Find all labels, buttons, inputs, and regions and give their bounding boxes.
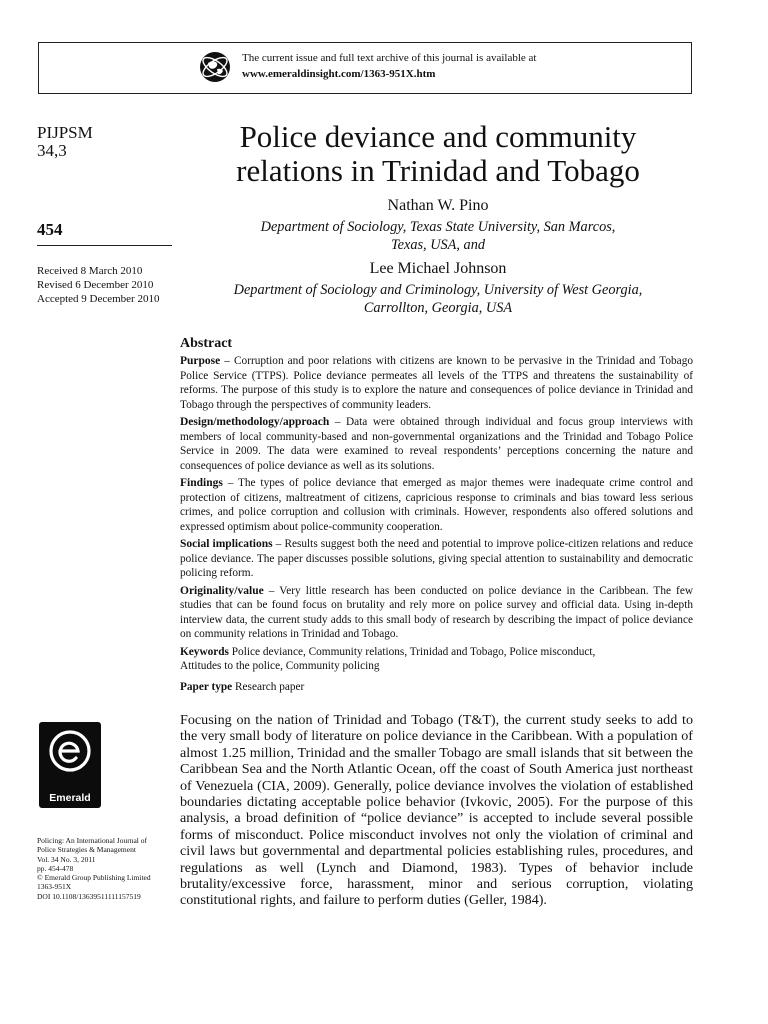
findings-text: – The types of police deviance that emerged as major themes were inadequate crime control and protection of citizens, maltreatment of citizens, capricious response to criminals and bias toward less serious crimes, and police corruption and collusion with criminals. However, respondents also offered solutions and expressed optimism about police-community cooperation. — [180, 477, 693, 533]
journal-abbreviation: PIJPSM — [37, 123, 93, 142]
pub-info-line: DOI 10.1108/13639511111157519 — [37, 891, 141, 901]
affiliation-1-line-2: Texas, USA, and — [391, 237, 485, 253]
affiliation-2-line-1: Department of Sociology and Criminology, University of West Georgia, — [233, 282, 643, 298]
paper-type-label: Paper type — [180, 680, 233, 693]
findings-label: Findings — [180, 477, 223, 489]
affiliation-2 — [176, 281, 700, 317]
abstract-paper-type — [180, 680, 693, 695]
article-title — [176, 120, 700, 188]
design-label: Design/methodology/approach — [180, 416, 330, 428]
volume-issue: 34,3 — [37, 141, 67, 160]
emerald-logo — [39, 722, 101, 808]
affiliation-1 — [176, 218, 700, 254]
emerald-logo-icon — [46, 727, 94, 775]
banner-url-link[interactable]: www.emeraldinsight.com/1363-951X.htm — [242, 68, 436, 80]
abstract-section — [180, 336, 693, 694]
journal-archive-banner — [38, 42, 692, 94]
keywords-line-2: Attitudes to the police, Community policing — [180, 660, 380, 672]
pub-info-line: Vol. 34 No. 3, 2011 — [37, 854, 96, 864]
abstract-social-implications — [180, 537, 693, 581]
banner-availability-text: The current issue and full text archive of this journal is available at — [242, 52, 537, 64]
paper-type-text: Research paper — [232, 680, 305, 693]
author-1: Nathan W. Pino — [387, 197, 489, 214]
article-history — [37, 264, 159, 306]
purpose-label: Purpose — [180, 355, 221, 367]
page-number: 454 — [37, 220, 63, 239]
abstract-originality — [180, 584, 693, 642]
globe-icon — [199, 51, 231, 83]
keywords-label: Keywords — [180, 645, 229, 658]
abstract-design — [180, 415, 693, 473]
pub-info-line: Police Strategies & Management — [37, 845, 136, 855]
abstract-purpose — [180, 354, 693, 412]
affiliation-2-line-2: Carrollton, Georgia, USA — [363, 300, 513, 316]
abstract-keywords — [180, 645, 693, 674]
affiliation-1-line-1: Department of Sociology, Texas State University, San Marcos, — [260, 219, 616, 235]
publication-info — [37, 836, 177, 901]
social-label: Social implications — [180, 538, 273, 550]
title-line-1: Police deviance and community — [239, 119, 637, 154]
revised-date: Revised 6 December 2010 — [37, 279, 154, 291]
pub-info-line: Policing: An International Journal of — [37, 836, 147, 845]
originality-label: Originality/value — [180, 584, 264, 597]
pub-info-line: 1363-951X — [37, 882, 72, 892]
keywords-line-1: Police deviance, Community relations, Trinidad and Tobago, Police misconduct, — [228, 645, 596, 658]
pub-info-line: © Emerald Group Publishing Limited — [37, 873, 151, 883]
abstract-heading: Abstract — [180, 336, 233, 351]
body-paragraph: Focusing on the nation of Trinidad and Tobago (T&T), the current study seeks to add to the very small body of literature on police deviance in the Caribbean. With a population of almost 1.25 million, Trinidad and the smaller Tobago are small islands that sit between the Caribbean Sea and the North Atlantic Ocean, off the coast of South America just northeast of Venezuela (CIA, 2009). Generally, police deviance involves the violation of established boundaries dictating acceptable police behavior (Ivkovic, 2005). For the purpose of this analysis, a broad definition of “police deviance” is accepted to include several possible forms of misconduct. Police misconduct involves not only the violation of criminal and civil laws but governmental and departmental policies establishing rules, procedures, and regulations as well (Lynch and Diamond, 1983). Types of behavior include brutality/excessive force, harassment, minor and serious corruption, violating constitutional rights, and failure to perform duties (Geller, 1984). — [180, 712, 693, 909]
accepted-date: Accepted 9 December 2010 — [37, 293, 160, 305]
title-line-2: relations in Trinidad and Tobago — [236, 153, 640, 188]
received-date: Received 8 March 2010 — [37, 265, 143, 277]
abstract-findings — [180, 476, 693, 534]
design-text: – Data were obtained through individual and focus group interviews with members of local community-based and non-governmental organizations and the Trinidad and Tobago Police Service in 2009. The data were examined to reveal respondents’ perceptions concerning the nature and consequences of police deviance as well as its solutions. — [180, 416, 693, 472]
purpose-text: – Corruption and poor relations with citizens are known to be pervasive in the Trinidad and Tobago Police Service (TTPS). Police deviance permeates all levels of the TTPS and threatens the sustainability of reforms. The purpose of this study is to explore the nature and consequences of police deviance in Trinidad and Tobago through the perspectives of community leaders. — [180, 355, 693, 411]
journal-code — [37, 124, 93, 160]
social-text: – Results suggest both the need and potential to improve police-citizen relations and reduce police deviance. The paper discusses possible solutions, giving special attention to sustainability and democratic policing reform. — [180, 538, 693, 579]
emerald-logo-text: Emerald — [49, 792, 91, 804]
margin-divider — [37, 245, 172, 246]
pub-info-line: pp. 454-478 — [37, 863, 74, 873]
originality-text: – Very little research has been conducted on police deviance in the Caribbean. The few studies that can be found focus on brutality and rely more on police survey and official data. Using in-depth interview data, the current study adds to this small body of research by describing the impact of police deviance on community relations in Trinidad and Tobago. — [180, 584, 693, 640]
author-2: Lee Michael Johnson — [369, 260, 507, 277]
